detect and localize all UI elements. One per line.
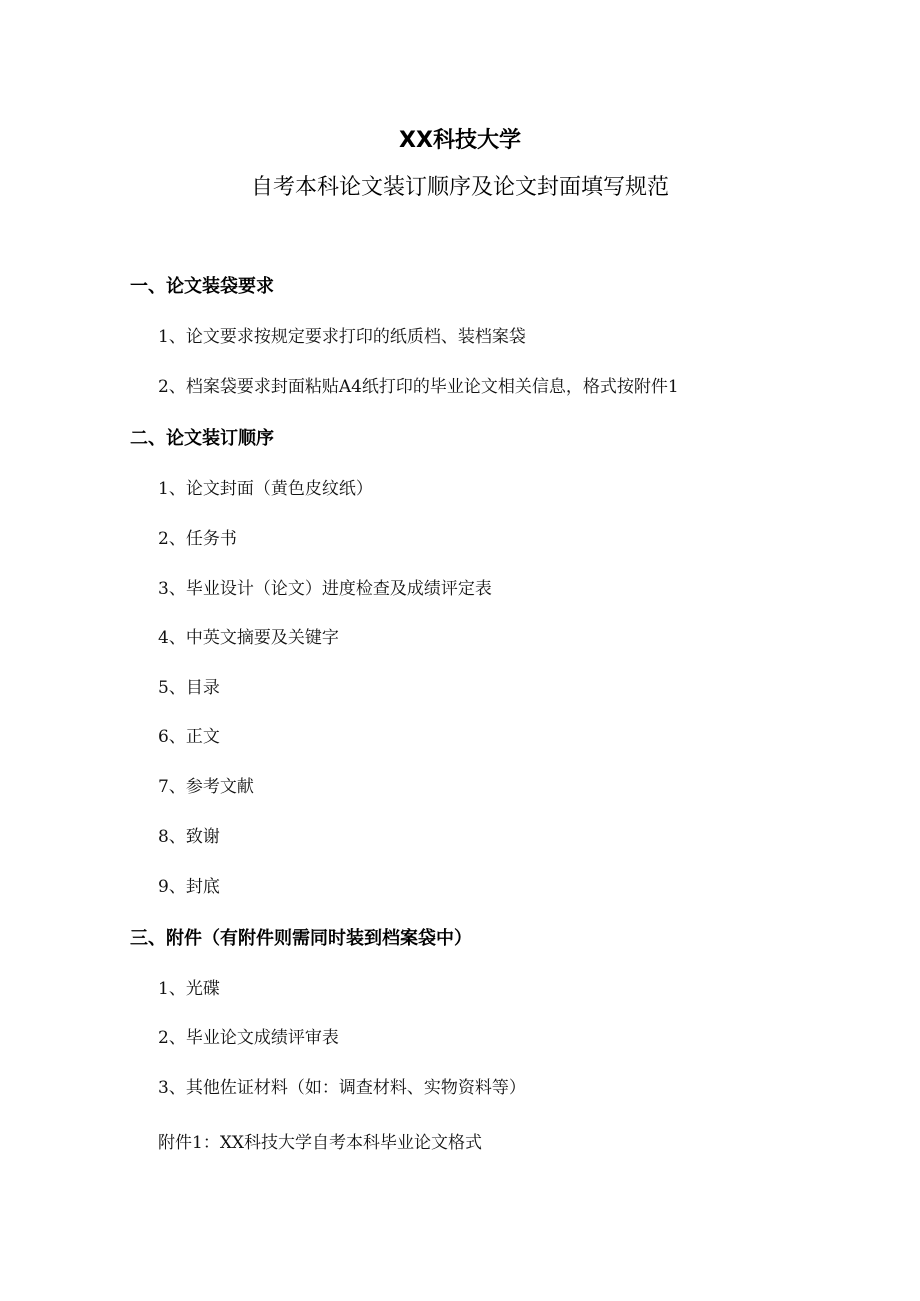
list-item: 3、毕业设计（论文）进度检查及成绩评定表 [158,579,492,599]
list-item: 2、毕业论文成绩评审表 [158,1028,339,1048]
section-heading-binding-order: 二、论文装订顺序 [130,428,274,449]
list-item: 5、目录 [158,678,220,698]
list-item: 8、致谢 [158,827,220,847]
attachment-note: 附件1：XX科技大学自考本科毕业论文格式 [158,1133,483,1153]
list-item: 6、正文 [158,727,220,747]
list-item: 3、其他佐证材料（如：调查材料、实物资料等） [158,1078,526,1098]
section-heading-attachments: 三、附件（有附件则需同时装到档案袋中） [130,928,472,949]
list-item: 7、参考文献 [158,777,254,797]
list-item: 9、封底 [158,877,220,897]
list-item: 1、论文要求按规定要求打印的纸质档、装档案袋 [158,327,526,347]
list-item: 1、论文封面（黄色皮纹纸） [158,479,373,499]
document-title: XX科技大学 [399,128,521,153]
list-item: 2、档案袋要求封面粘贴A4纸打印的毕业论文相关信息，格式按附件1 [158,377,679,397]
list-item: 1、光碟 [158,979,220,999]
section-heading-packing: 一、论文装袋要求 [130,276,274,297]
list-item: 4、中英文摘要及关键字 [158,628,339,648]
document-subtitle: 自考本科论文装订顺序及论文封面填写规范 [250,175,669,200]
list-item: 2、任务书 [158,529,237,549]
